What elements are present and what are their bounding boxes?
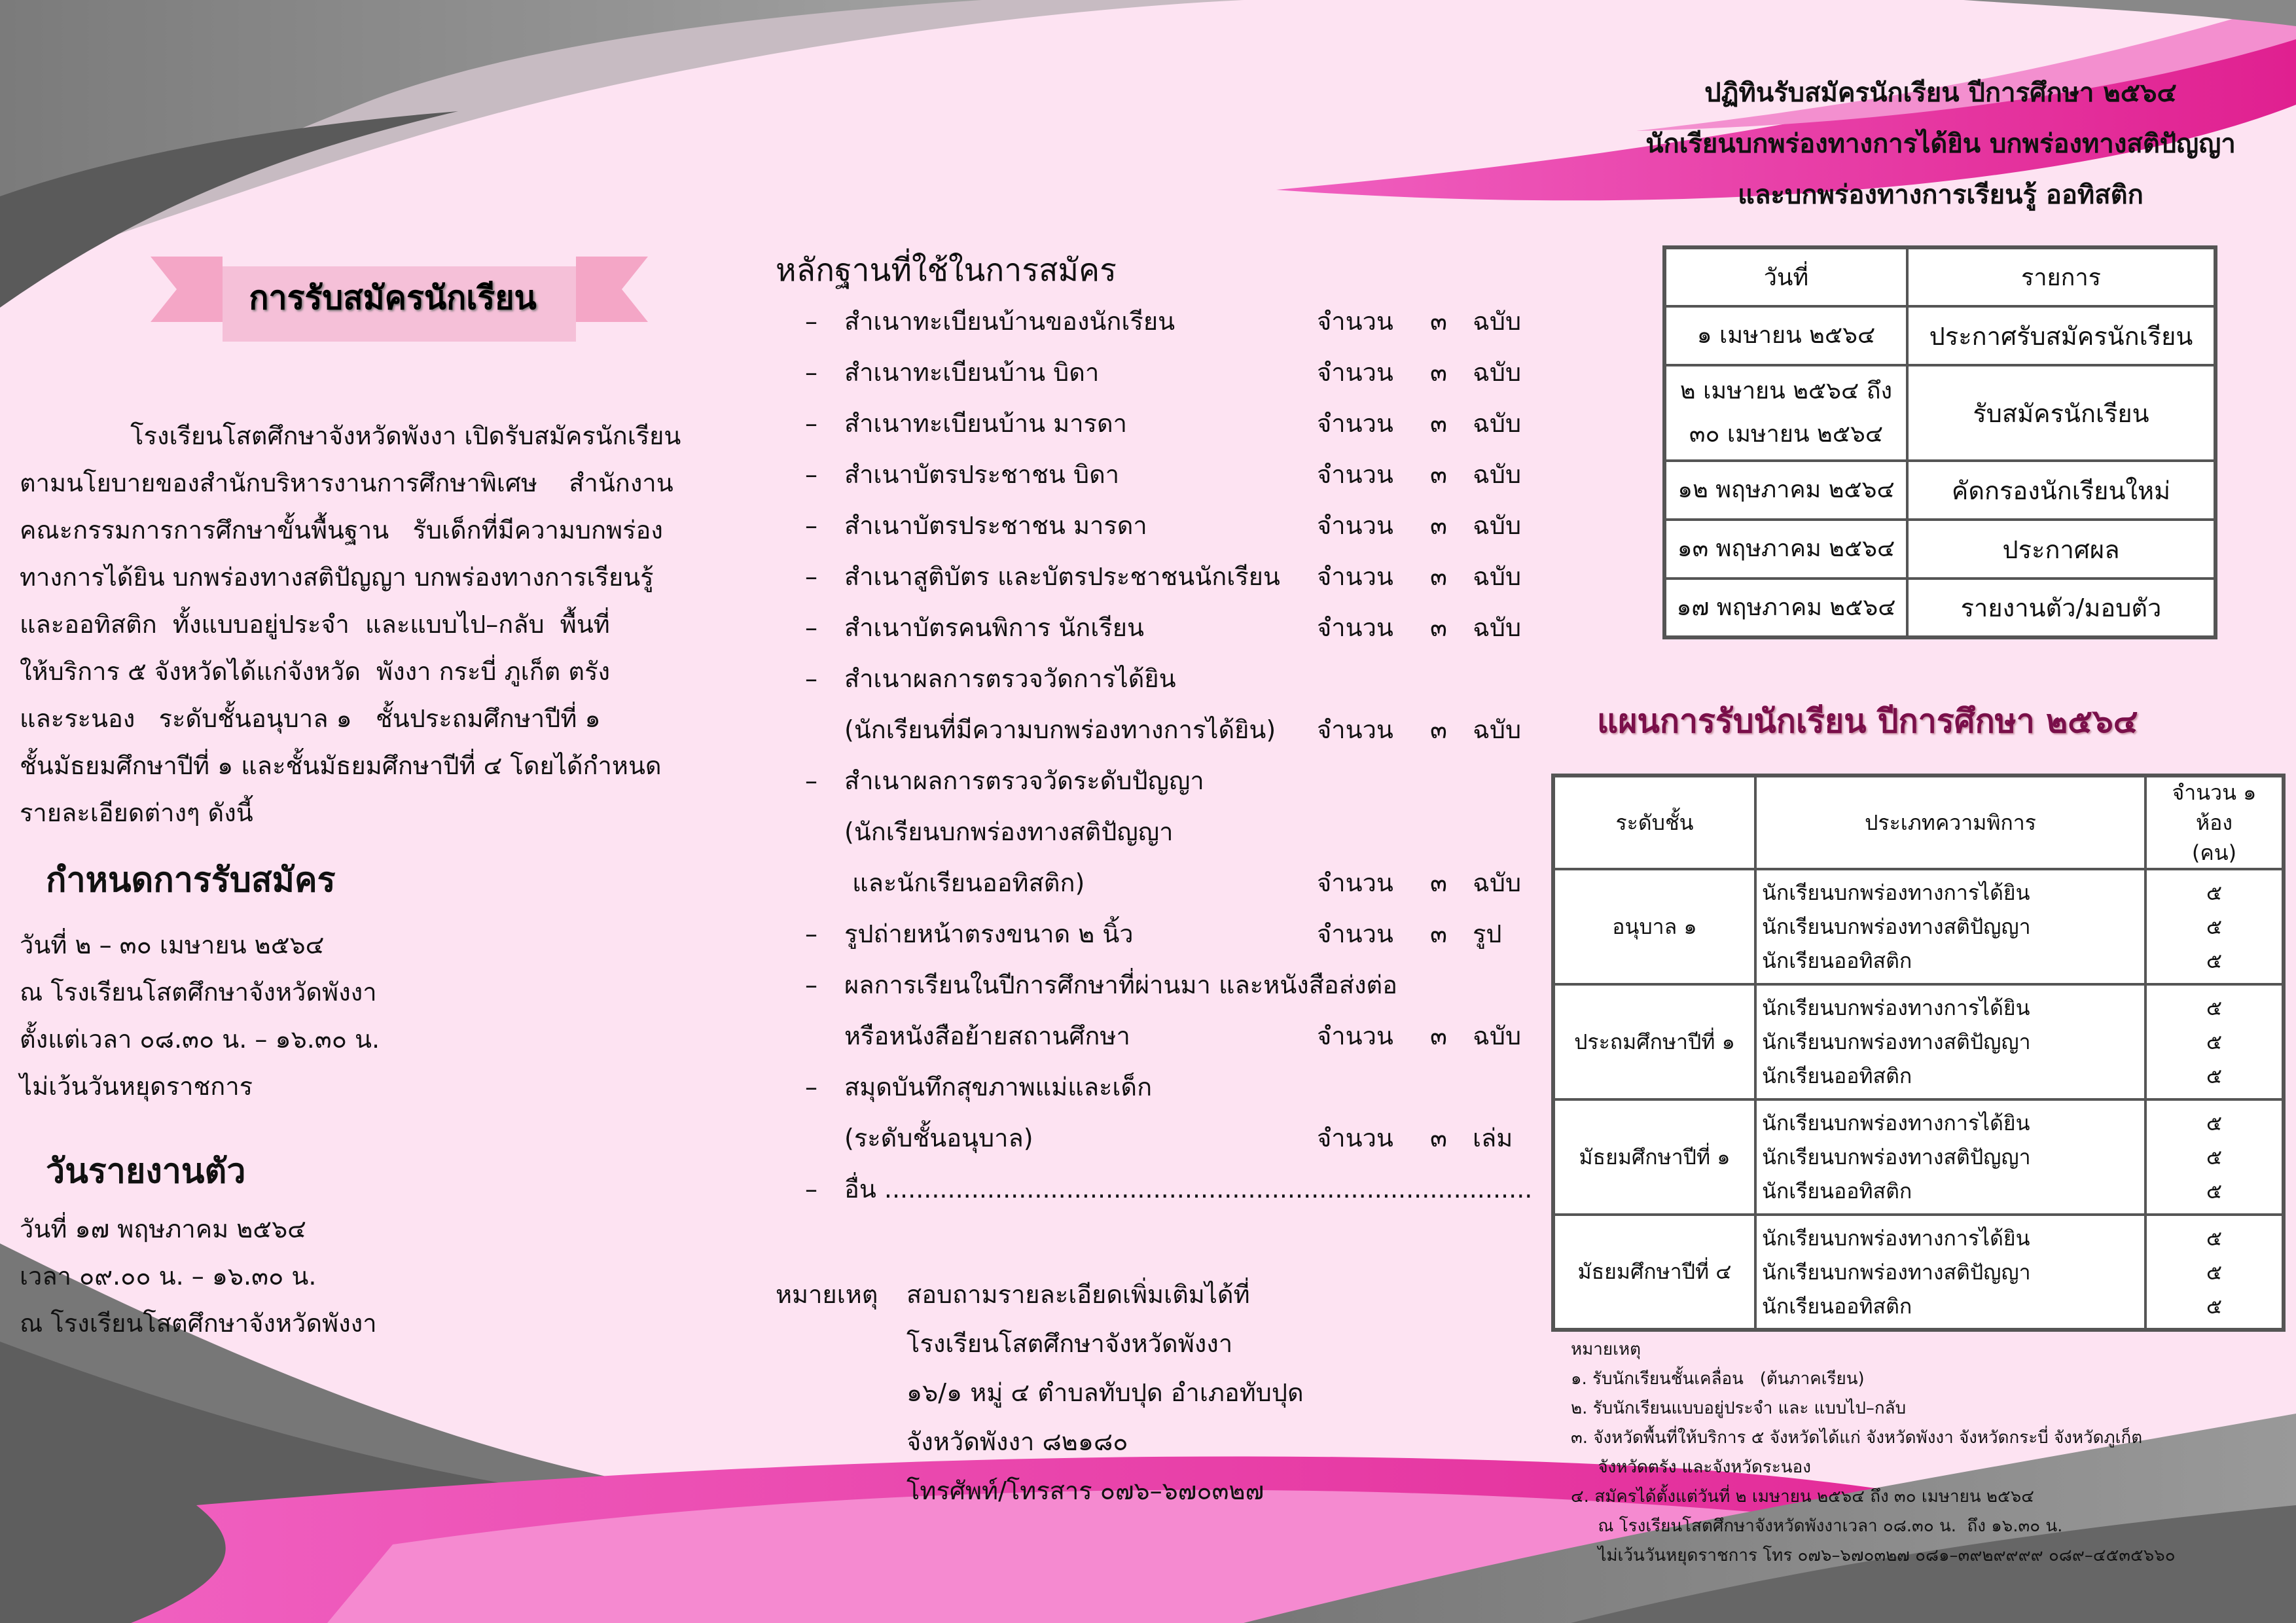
doc-text: สำเนาทะเบียนบ้านของนักเรียน <box>844 307 1175 336</box>
doc-text: สำเนาบัตรคนพิการ นักเรียน <box>844 613 1144 642</box>
plan-type-item: นักเรียนบกพร่องทางการได้ยิน <box>1762 1111 2030 1135</box>
intro-line: คณะกรรมการการศึกษาขั้นพื้นฐาน รับเด็กที่มีความบกพร่อง <box>20 516 663 544</box>
footnotes <box>1571 1335 2176 1571</box>
plan-type-item: นักเรียนบกพร่องทางสติปัญญา <box>1762 1029 2031 1054</box>
plan-count-item: ๕ <box>2206 1111 2223 1135</box>
schedule-date-cell <box>1664 520 1907 579</box>
schedule-item: ประกาศรับสมัครนักเรียน <box>1907 306 2215 365</box>
plan-table <box>1551 774 2286 1332</box>
plan-types <box>1755 1099 2145 1215</box>
doc-text: ผลการเรียนในปีการศึกษาที่ผ่านมา และหนังสือส่งต่อ <box>844 971 1397 999</box>
doc-row <box>805 1063 1538 1111</box>
remark-label: หมายเหตุ <box>776 1280 878 1309</box>
schedule-date: ๑๓ พฤษภาคม ๒๕๖๔ <box>1677 535 1895 562</box>
remark-line: โทรศัพท์/โทรสาร ๐๗๖–๖๗๐๓๒๗ <box>906 1476 1265 1505</box>
doc-amount-number: ๓ <box>1430 307 1447 336</box>
doc-amount-number: ๓ <box>1430 715 1447 744</box>
remark-line: ๑๖/๑ หมู่ ๔ ตำบลทับปุด อำเภอทับปุด <box>906 1378 1304 1407</box>
plan-title: แผนการรับนักเรียน ปีการศึกษา ๒๕๖๔ <box>1597 702 2138 740</box>
doc-amount-label: จำนวน <box>1317 460 1393 489</box>
sched-header-item: รายการ <box>1907 247 2215 306</box>
plan-counts <box>2145 869 2284 984</box>
schedule-date: ๑๗ พฤษภาคม ๒๕๖๔ <box>1676 594 1896 621</box>
plan-type-item: นักเรียนบกพร่องทางสติปัญญา <box>1762 1145 2031 1169</box>
doc-amount-number: ๓ <box>1430 1022 1447 1050</box>
header-line-3: และบกพร่องทางการเรียนรู้ ออทิสติก <box>1738 180 2144 210</box>
schedule-item: ประกาศผล <box>1907 520 2215 579</box>
schedule-date: ๑๒ พฤษภาคม ๒๕๖๔ <box>1677 476 1895 503</box>
doc-text: หรือหนังสือย้ายสถานศึกษา <box>844 1022 1130 1050</box>
schedule-date: ๑ เมษายน ๒๕๖๔ <box>1696 322 1876 349</box>
apply-note: ไม่เว้นวันหยุดราชการ <box>20 1072 253 1101</box>
report-heading: วันรายงานตัว <box>46 1152 246 1191</box>
schedule-date-cell <box>1664 306 1907 365</box>
plan-type-item: นักเรียนบกพร่องทางการได้ยิน <box>1762 1225 2030 1251</box>
doc-amount-label: จำนวน <box>1317 358 1393 387</box>
plan-type-item: นักเรียนออทิสติก <box>1762 1063 1912 1088</box>
doc-text: สมุดบันทึกสุขภาพแม่และเด็ก <box>844 1073 1153 1101</box>
doc-dash: – <box>805 358 817 387</box>
doc-text: สำเนาผลการตรวจวัดระดับปัญญา <box>844 766 1204 795</box>
doc-row <box>805 502 1538 549</box>
doc-amount-label: จำนวน <box>1317 409 1393 438</box>
plan-count-item: ๕ <box>2206 1225 2223 1251</box>
intro-line: ตามนโยบายของสำนักบริหารงานการศึกษาพิเศษ สำนักงาน <box>20 469 673 497</box>
remark-line: สอบถามรายละเอียดเพิ่มเติมได้ที่ <box>906 1280 1250 1309</box>
schedule-date-cell <box>1664 579 1907 637</box>
doc-amount-unit: ฉบับ <box>1473 409 1522 438</box>
plan-level: อนุบาล ๑ <box>1553 869 1755 984</box>
doc-amount-number: ๓ <box>1430 868 1447 897</box>
plan-row <box>1553 1215 2284 1330</box>
doc-amount-unit: รูป <box>1473 919 1502 948</box>
doc-text: รูปถ่ายหน้าตรงขนาด ๒ นิ้ว <box>844 919 1134 948</box>
plan-type-item: นักเรียนออทิสติก <box>1762 948 1912 973</box>
doc-dash: – <box>805 511 817 540</box>
plan-level: ประถมศึกษาปีที่ ๑ <box>1553 984 1755 1099</box>
plan-count-item: ๕ <box>2206 1259 2223 1285</box>
doc-row <box>805 400 1538 447</box>
intro-line: ชั้นมัธยมศึกษาปีที่ ๑ และชั้นมัธยมศึกษาปีที่ ๔ โดยได้กำหนด <box>20 751 662 780</box>
footnote-line: ๓. จังหวัดพื้นที่ให้บริการ ๕ จังหวัดได้แก่ จังหวัดพังงา จังหวัดกระบี่ จังหวัดภูเก็ต <box>1571 1428 2143 1448</box>
doc-text: (ระดับชั้นอนุบาล) <box>844 1124 1033 1152</box>
doc-text: (นักเรียนบกพร่องทางสติปัญญา <box>844 817 1174 846</box>
plan-header-count <box>2145 776 2284 869</box>
doc-amount-unit: ฉบับ <box>1473 460 1522 489</box>
footnote-line: หมายเหตุ <box>1571 1340 1641 1359</box>
intro-line: และระนอง ระดับชั้นอนุบาล ๑ ชั้นประถมศึกษาปีที่ ๑ <box>20 704 601 733</box>
doc-text: (นักเรียนที่มีความบกพร่องทางการได้ยิน) <box>844 715 1276 744</box>
doc-row <box>805 553 1538 600</box>
schedule-date-end: ๓๐ เมษายน ๒๕๖๔ <box>1689 421 1884 448</box>
plan-header-count-line1: จำนวน ๑ ห้อง <box>2172 780 2257 835</box>
doc-dash: – <box>805 409 817 438</box>
plan-counts <box>2145 984 2284 1099</box>
doc-text: และนักเรียนออทิสติก) <box>844 868 1085 897</box>
doc-amount-number: ๓ <box>1430 511 1447 540</box>
schedule-row <box>1664 306 2215 365</box>
report-time: เวลา ๐๙.๐๐ น. – ๑๖.๓๐ น. <box>20 1262 317 1291</box>
intro-line: ให้บริการ ๕ จังหวัดได้แก่จังหวัด พังงา กระบี่ ภูเก็ต ตรัง <box>20 657 611 686</box>
doc-dash: – <box>805 1073 817 1101</box>
ribbon-title: การรับสมัครนักเรียน <box>249 279 537 317</box>
plan-header-type: ประเภทความพิการ <box>1755 776 2145 869</box>
doc-row <box>805 961 1538 1008</box>
doc-amount-number: ๓ <box>1430 460 1447 489</box>
doc-row <box>805 349 1538 396</box>
plan-types <box>1755 1215 2145 1330</box>
schedule-date: ๒ เมษายน ๒๕๖๔ ถึง <box>1679 378 1893 404</box>
schedule-row <box>1664 579 2215 637</box>
docs-heading: หลักฐานที่ใช้ในการสมัคร <box>776 252 1117 289</box>
plan-counts <box>2145 1099 2284 1215</box>
doc-dash: – <box>805 664 817 693</box>
schedule-item: คัดกรองนักเรียนใหม่ <box>1907 461 2215 520</box>
doc-row <box>805 1115 1538 1162</box>
plan-count-item: ๕ <box>2206 1179 2223 1204</box>
doc-row <box>805 706 1538 753</box>
doc-amount-unit: ฉบับ <box>1473 307 1522 336</box>
schedule-row <box>1664 365 2215 461</box>
doc-row <box>805 1166 1538 1213</box>
doc-row <box>805 655 1538 702</box>
doc-row <box>805 910 1538 957</box>
apply-heading: กำหนดการรับสมัคร <box>46 861 336 900</box>
plan-row <box>1553 869 2284 984</box>
schedule-row <box>1664 461 2215 520</box>
doc-amount-unit: เล่ม <box>1473 1124 1513 1152</box>
plan-level: มัธยมศึกษาปีที่ ๑ <box>1553 1099 1755 1215</box>
report-place: ณ โรงเรียนโสตศึกษาจังหวัดพังงา <box>20 1309 377 1338</box>
doc-row <box>805 451 1538 498</box>
schedule-date-cell <box>1664 365 1907 461</box>
doc-amount-number: ๓ <box>1430 358 1447 387</box>
doc-amount-unit: ฉบับ <box>1473 358 1522 387</box>
doc-amount-label: จำนวน <box>1317 613 1393 642</box>
plan-count-item: ๕ <box>2206 1063 2223 1088</box>
doc-amount-label: จำนวน <box>1317 868 1393 897</box>
doc-amount-number: ๓ <box>1430 562 1447 591</box>
doc-amount-unit: ฉบับ <box>1473 868 1522 897</box>
plan-row <box>1553 1099 2284 1215</box>
doc-dash: – <box>805 562 817 591</box>
apply-time: ตั้งแต่เวลา ๐๘.๓๐ น. – ๑๖.๓๐ น. <box>20 1025 380 1054</box>
schedule-item: รายงานตัว/มอบตัว <box>1907 579 2215 637</box>
plan-count-item: ๕ <box>2206 1145 2223 1169</box>
doc-text: สำเนาทะเบียนบ้าน มารดา <box>844 409 1127 438</box>
doc-row <box>805 757 1538 804</box>
doc-row <box>805 1012 1538 1060</box>
doc-amount-number: ๓ <box>1430 919 1447 948</box>
doc-amount-unit: ฉบับ <box>1473 613 1522 642</box>
doc-amount-label: จำนวน <box>1317 1124 1393 1152</box>
doc-dash: – <box>805 613 817 642</box>
intro-line: และออทิสติก ทั้งแบบอยู่ประจำ และแบบไป–กลับ พื้นที่ <box>20 610 610 639</box>
schedule-table <box>1662 245 2217 639</box>
doc-amount-label: จำนวน <box>1317 919 1393 948</box>
plan-header-count-line2: (คน) <box>2191 840 2237 865</box>
doc-amount-unit: ฉบับ <box>1473 562 1522 591</box>
doc-dash: – <box>805 919 817 948</box>
report-date: วันที่ ๑๗ พฤษภาคม ๒๕๖๔ <box>20 1215 306 1243</box>
sched-header-date: วันที่ <box>1664 247 1907 306</box>
doc-text: สำเนาสูติบัตร และบัตรประชาชนนักเรียน <box>844 562 1280 591</box>
doc-dash: – <box>805 460 817 489</box>
doc-dash: – <box>805 307 817 336</box>
footnote-line: ณ โรงเรียนโสตศึกษาจังหวัดพังงาเวลา ๐๘.๓๐ น. ถึง ๑๖.๓๐ น. <box>1571 1516 2063 1536</box>
doc-dash: – <box>805 1175 817 1204</box>
remark-line: จังหวัดพังงา ๘๒๑๘๐ <box>906 1427 1128 1456</box>
footnote-line: ๔. สมัครได้ตั้งแต่วันที่ ๒ เมษายน ๒๕๖๔ ถึง ๓๐ เมษายน ๒๕๖๔ <box>1571 1487 2034 1507</box>
plan-types <box>1755 869 2145 984</box>
doc-text: อื่น .................................................................................. <box>844 1175 1533 1204</box>
doc-amount-unit: ฉบับ <box>1473 1022 1522 1050</box>
doc-amount-label: จำนวน <box>1317 1022 1393 1050</box>
plan-header-level: ระดับชั้น <box>1553 776 1755 869</box>
plan-count-item: ๕ <box>2206 914 2223 939</box>
plan-type-item: นักเรียนบกพร่องทางสติปัญญา <box>1762 1259 2031 1285</box>
plan-type-item: นักเรียนบกพร่องทางสติปัญญา <box>1762 914 2031 939</box>
plan-type-item: นักเรียนบกพร่องทางการได้ยิน <box>1762 880 2030 905</box>
schedule-date-cell <box>1664 461 1907 520</box>
doc-dash: – <box>805 766 817 795</box>
doc-amount-label: จำนวน <box>1317 562 1393 591</box>
doc-amount-label: จำนวน <box>1317 511 1393 540</box>
footnote-line: ๑. รับนักเรียนชั้นเคลื่อน (ต้นภาคเรียน) <box>1571 1369 1865 1389</box>
plan-types <box>1755 984 2145 1099</box>
plan-count-item: ๕ <box>2206 1293 2223 1319</box>
intro-line: โรงเรียนโสตศึกษาจังหวัดพังงา เปิดรับสมัครนักเรียน <box>20 421 681 450</box>
doc-text: สำเนาบัตรประชาชน มารดา <box>844 511 1147 540</box>
plan-count-item: ๕ <box>2206 948 2223 973</box>
plan-count-item: ๕ <box>2206 1029 2223 1054</box>
plan-type-item: นักเรียนออทิสติก <box>1762 1179 1912 1204</box>
schedule-item: รับสมัครนักเรียน <box>1907 365 2215 461</box>
doc-text: สำเนาผลการตรวจวัดการได้ยิน <box>844 664 1176 693</box>
plan-type-item: นักเรียนออทิสติก <box>1762 1293 1912 1319</box>
apply-date: วันที่ ๒ – ๓๐ เมษายน ๒๕๖๔ <box>20 931 325 959</box>
footnote-line: จังหวัดตรัง และจังหวัดระนอง <box>1571 1457 1811 1477</box>
header-line-1: ปฏิทินรับสมัครนักเรียน ปีการศึกษา ๒๕๖๔ <box>1704 78 2177 108</box>
doc-amount-unit: ฉบับ <box>1473 715 1522 744</box>
doc-amount-number: ๓ <box>1430 613 1447 642</box>
doc-amount-unit: ฉบับ <box>1473 511 1522 540</box>
plan-counts <box>2145 1215 2284 1330</box>
doc-row <box>805 859 1538 906</box>
doc-text: สำเนาทะเบียนบ้าน บิดา <box>844 358 1100 387</box>
doc-row <box>805 604 1538 651</box>
plan-row <box>1553 984 2284 1099</box>
doc-amount-label: จำนวน <box>1317 307 1393 336</box>
doc-amount-number: ๓ <box>1430 409 1447 438</box>
apply-place: ณ โรงเรียนโสตศึกษาจังหวัดพังงา <box>20 978 377 1007</box>
doc-row <box>805 298 1538 345</box>
footnote-line: ไม่เว้นวันหยุดราชการ โทร ๐๗๖–๖๗๐๓๒๗ ๐๘๑–๓๙๒๙๙๙๙ ๐๘๙–๔๕๓๕๖๖๐ <box>1571 1546 2176 1565</box>
schedule-row <box>1664 520 2215 579</box>
intro-paragraph <box>20 412 707 836</box>
doc-amount-number: ๓ <box>1430 1124 1447 1152</box>
header-line-2: นักเรียนบกพร่องทางการได้ยิน บกพร่องทางสติปัญญา <box>1645 129 2236 159</box>
plan-count-item: ๕ <box>2206 995 2223 1020</box>
doc-amount-label: จำนวน <box>1317 715 1393 744</box>
plan-type-item: นักเรียนบกพร่องทางการได้ยิน <box>1762 995 2030 1020</box>
remark-line: โรงเรียนโสตศึกษาจังหวัดพังงา <box>906 1329 1233 1358</box>
plan-count-item: ๕ <box>2206 880 2223 905</box>
intro-line: ทางการได้ยิน บกพร่องทางสติปัญญา บกพร่องทางการเรียนรู้ <box>20 563 654 592</box>
doc-dash: – <box>805 971 817 999</box>
footnote-line: ๒. รับนักเรียนแบบอยู่ประจำ และ แบบไป–กลับ <box>1571 1399 1907 1418</box>
doc-row <box>805 808 1538 855</box>
intro-line: รายละเอียดต่างๆ ดังนี้ <box>20 798 253 827</box>
plan-level: มัธยมศึกษาปีที่ ๔ <box>1553 1215 1755 1330</box>
doc-text: สำเนาบัตรประชาชน บิดา <box>844 460 1120 489</box>
